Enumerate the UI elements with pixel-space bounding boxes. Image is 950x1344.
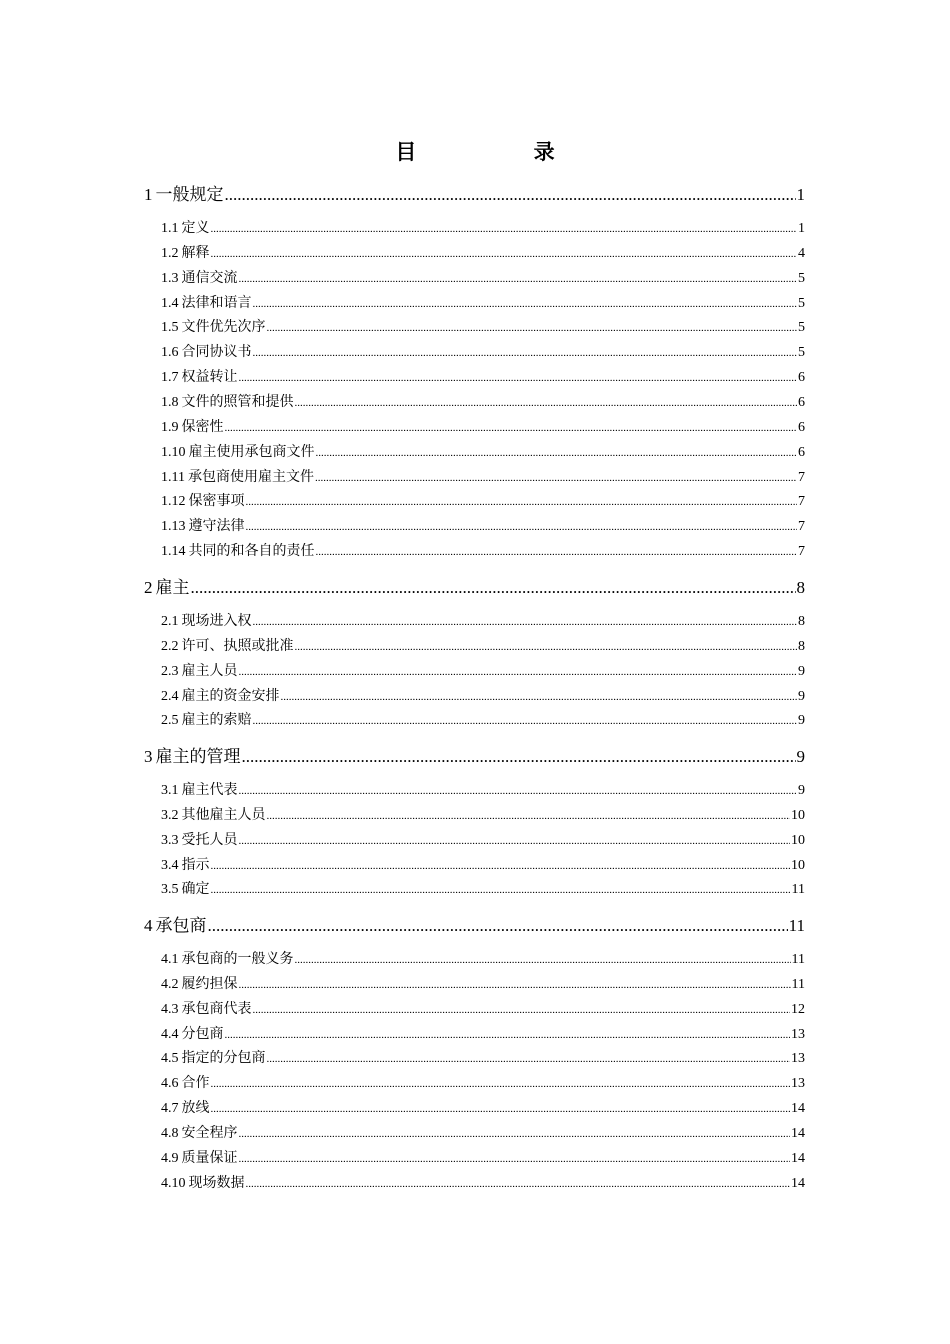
toc-section-entry[interactable] [144,183,805,207]
page-number: 8 [796,578,805,597]
subsection-title: 确定 [181,882,210,898]
subsection-number: 1.12 [161,494,186,510]
section-number: 3 [144,747,153,766]
subsection-number: 2.2 [161,638,179,654]
subsection-title: 放线 [181,1101,210,1117]
dot-leader [253,343,798,363]
toc-section-entry[interactable] [144,576,805,600]
page-number: 1 [798,221,805,236]
page-number: 9 [798,688,805,704]
section-title: 雇主的管理 [155,747,241,766]
subsection-number: 1.14 [161,544,186,560]
subsection-number: 3.3 [161,832,179,848]
page-number: 14 [791,1175,805,1191]
subsection-title: 指定的分包商 [181,1051,266,1067]
dot-leader [211,244,798,264]
toc-subsection-entry[interactable] [161,1025,805,1045]
toc-subsection-entry[interactable] [161,880,805,900]
page-number: 9 [798,783,805,798]
toc-subsection-entry[interactable] [161,1074,805,1094]
dot-leader [225,183,796,207]
toc-section-entry[interactable] [144,745,805,769]
subsection-title: 指示 [181,857,210,873]
subsection-title: 遵守法律 [188,519,245,535]
page-number: 11 [788,916,805,935]
toc-subsection-entry[interactable] [161,1124,805,1144]
subsection-title: 共同的和各自的责任 [188,544,315,560]
subsection-number: 4.4 [161,1026,179,1042]
subsection-number: 3.5 [161,882,179,898]
toc-subsection-entry[interactable] [161,1099,805,1119]
toc-subsection-entry[interactable] [161,318,805,338]
page-number: 9 [796,747,805,766]
toc-subsection-entry[interactable] [161,662,805,682]
toc-subsection-entry[interactable] [161,831,805,851]
toc-subsection-entry[interactable] [161,711,805,731]
page-number: 1 [796,185,805,204]
page-number: 12 [791,1001,805,1017]
subsection-number: 4.2 [161,976,179,992]
subsection-title: 合同协议书 [181,345,252,361]
dot-leader [267,318,798,338]
page-number: 6 [798,419,805,435]
dot-leader [239,368,798,388]
dot-leader [315,468,797,488]
subsection-number: 4.10 [161,1175,186,1191]
page-number: 5 [798,345,805,361]
dot-leader [246,517,798,537]
page-number: 7 [798,519,805,535]
subsection-title: 法律和语言 [181,295,252,311]
subsection-title: 合作 [181,1076,210,1092]
dot-leader [267,1049,791,1069]
dot-leader [295,637,798,657]
toc-subsection-entry[interactable] [161,492,805,512]
page-number: 14 [791,1150,805,1166]
page-number: 9 [798,713,805,729]
dot-leader [253,612,798,632]
subsection-number: 2.1 [161,614,179,629]
page-number: 8 [798,638,805,654]
subsection-title: 通信交流 [181,270,238,286]
subsection-number: 1.13 [161,519,186,535]
toc-subsection-entry[interactable] [161,687,805,707]
dot-leader [239,1124,791,1144]
page-number: 8 [798,614,805,629]
subsection-title: 定义 [181,221,210,236]
subsection-number: 1.5 [161,320,179,336]
subsection-number: 4.7 [161,1101,179,1117]
subsection-number: 1.7 [161,370,179,386]
page-number: 6 [798,444,805,460]
dot-leader [225,418,798,438]
subsection-number: 1.2 [161,245,179,261]
subsection-title: 其他雇主人员 [181,807,266,823]
subsection-title: 权益转让 [181,370,238,386]
toc-subsection-entry[interactable] [161,806,805,826]
toc-subsection-entry[interactable] [161,542,805,562]
toc-subsection-entry[interactable] [161,612,805,632]
dot-leader [225,1025,791,1045]
dot-leader [239,1149,791,1169]
page-number: 11 [791,976,805,992]
toc-subsection-entry[interactable] [161,517,805,537]
page-number: 10 [791,807,805,823]
page-number: 10 [791,857,805,873]
subsection-number: 1.9 [161,419,179,435]
subsection-title: 保密事项 [188,494,245,510]
toc-subsection-entry[interactable] [161,468,805,488]
toc-subsection-entry[interactable] [161,637,805,657]
page-number: 13 [791,1051,805,1067]
subsection-number: 2.5 [161,713,179,729]
page-number: 5 [798,320,805,336]
subsection-number: 3.4 [161,857,179,873]
toc-subsection-entry[interactable] [161,269,805,289]
toc-subsection-entry[interactable] [161,781,805,801]
page-number: 14 [791,1101,805,1117]
dot-leader [239,781,798,801]
toc-subsection-entry[interactable] [161,368,805,388]
subsection-number: 2.3 [161,663,179,679]
dot-leader [211,1074,791,1094]
subsection-title: 质量保证 [181,1150,238,1166]
subsection-title: 雇主使用承包商文件 [188,444,315,460]
subsection-title: 现场进入权 [181,614,252,629]
dot-leader [211,1099,791,1119]
subsection-title: 保密性 [181,419,224,435]
dot-leader [239,269,798,289]
subsection-number: 2.4 [161,688,179,704]
subsection-number: 4.1 [161,952,179,967]
dot-leader [267,806,791,826]
toc-section-entry[interactable] [144,914,805,938]
subsection-title: 雇主人员 [181,663,238,679]
section-number: 2 [144,578,153,597]
dot-leader [211,856,791,876]
subsection-title: 雇主的索赔 [181,713,252,729]
dot-leader [239,662,798,682]
section-title: 承包商 [155,916,207,935]
subsection-number: 4.8 [161,1125,179,1141]
toc-subsection-entry[interactable] [161,343,805,363]
toc-subsection-entry[interactable] [161,856,805,876]
dot-leader [253,294,798,314]
page-number: 13 [791,1026,805,1042]
dot-leader [242,745,796,769]
page-number: 10 [791,832,805,848]
toc-subsection-entry[interactable] [161,1049,805,1069]
page-number: 13 [791,1076,805,1092]
subsection-number: 1.10 [161,444,186,460]
dot-leader [246,492,798,512]
subsection-title: 履约担保 [181,976,238,992]
toc-subsection-entry[interactable] [161,294,805,314]
page-number: 9 [798,663,805,679]
dot-leader [316,542,798,562]
toc-subsection-entry[interactable] [161,1000,805,1020]
subsection-number: 1.11 [161,469,185,485]
toc-subsection-entry[interactable] [161,443,805,463]
dot-leader [191,576,796,600]
page-number: 11 [791,882,805,898]
subsection-number: 3.1 [161,783,179,798]
section-number: 4 [144,916,153,935]
page-number: 14 [791,1125,805,1141]
toc-title: 目 录 [395,140,611,164]
subsection-number: 4.3 [161,1001,179,1017]
dot-leader [295,950,791,970]
toc-subsection-entry[interactable] [161,418,805,438]
subsection-title: 承包商代表 [181,1001,252,1017]
dot-leader [253,1000,791,1020]
toc-subsection-entry[interactable] [161,244,805,264]
toc-subsection-entry[interactable] [161,950,805,970]
subsection-title: 现场数据 [188,1175,245,1191]
toc-subsection-entry[interactable] [161,219,805,239]
toc-subsection-entry[interactable] [161,975,805,995]
page-number: 6 [798,370,805,386]
subsection-title: 安全程序 [181,1125,238,1141]
subsection-number: 4.9 [161,1150,179,1166]
subsection-title: 解释 [181,245,210,261]
page-number: 7 [798,544,805,560]
subsection-title: 文件的照管和提供 [181,394,294,410]
page-number: 7 [798,494,805,510]
toc-subsection-entry[interactable] [161,1174,805,1194]
dot-leader [208,914,788,938]
subsection-title: 受托人员 [181,832,238,848]
dot-leader [295,393,798,413]
subsection-title: 承包商使用雇主文件 [187,469,314,485]
page-number: 7 [798,469,805,485]
dot-leader [316,443,798,463]
subsection-number: 1.6 [161,345,179,361]
subsection-number: 4.6 [161,1076,179,1092]
section-title: 一般规定 [155,185,224,204]
page-number: 5 [798,295,805,311]
subsection-title: 文件优先次序 [181,320,266,336]
page-number: 6 [798,394,805,410]
page-number: 4 [798,245,805,261]
dot-leader [211,880,791,900]
subsection-title: 雇主代表 [181,783,238,798]
dot-leader [239,831,791,851]
subsection-number: 1.3 [161,270,179,286]
subsection-number: 1.8 [161,394,179,410]
page-number: 11 [791,952,805,967]
section-title: 雇主 [155,578,190,597]
page-number: 5 [798,270,805,286]
subsection-title: 许可、执照或批准 [181,638,294,654]
dot-leader [246,1174,791,1194]
subsection-title: 雇主的资金安排 [181,688,280,704]
subsection-number: 3.2 [161,807,179,823]
subsection-title: 分包商 [181,1026,224,1042]
subsection-number: 4.5 [161,1051,179,1067]
dot-leader [239,975,791,995]
subsection-title: 承包商的一般义务 [181,952,294,967]
toc-subsection-entry[interactable] [161,393,805,413]
subsection-number: 1.4 [161,295,179,311]
toc-subsection-entry[interactable] [161,1149,805,1169]
dot-leader [211,219,798,239]
subsection-number: 1.1 [161,221,179,236]
dot-leader [281,687,798,707]
dot-leader [253,711,798,731]
section-number: 1 [144,185,153,204]
